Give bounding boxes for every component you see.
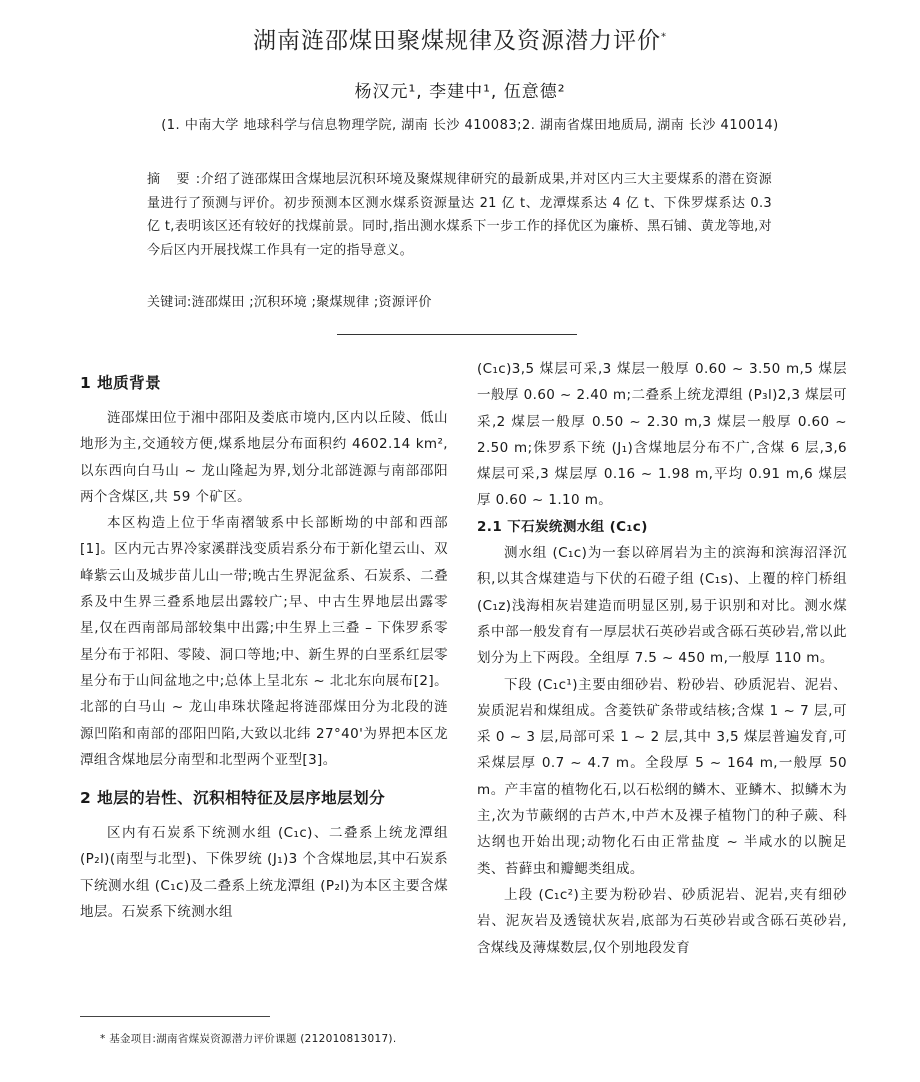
paragraph: 涟邵煤田位于湘中邵阳及娄底市境内,区内以丘陵、低山地形为主,交通较方便,煤系地层分布面积约 4602.14 km²,以东西向白马山 ~ 龙山隆起为界,划分北部涟源与南部邵阳两个含煤区,共 59 个矿区。 [80, 410, 448, 505]
paragraph: 测水组 (C₁c)为一套以碎屑岩为主的滨海和滨海沼泽沉积,以其含煤建造与下伏的石磴子组 (C₁s)、上覆的梓门桥组 (C₁z)浅海相灰岩建造而明显区别,易于识别和对比。测水煤系中部一般发育有一厚层状石英砂岩或含砾石英砂岩,常以此划分为上下两段。全组厚 7.5 ~ 450 m,一般厚 110 m。 [477, 545, 847, 667]
keywords-text: :涟邵煤田 ;沉积环境 ;聚煤规律 ;资源评价 [186, 295, 432, 310]
paragraph: (C₁c)3,5 煤层可采,3 煤层一般厚 0.60 ~ 3.50 m,5 煤层一般厚 0.60 ~ 2.40 m;二叠系上统龙潭组 (P₃l)2,3 煤层可采,2 煤层一般厚 0.50 ~ 2.30 m,3 煤层一般厚 0.60 ~ 2.50 m;侏罗系下统 (J₁)含煤地层分布不广,含煤 6 层,3,6 煤层可采,3 煤层厚 0.16 ~ 1.98 m,平均 0.91 m,6 煤层厚 0.60 ~ 1.10 m。 [477, 361, 847, 509]
keywords-label: 关键词 [147, 295, 187, 310]
paragraph: 区内有石炭系下统测水组 (C₁c)、二叠系上统龙潭组 (P₂l)(南型与北型)、下侏罗统 (J₁)3 个含煤地层,其中石炭系下统测水组 (C₁c)及二叠系上统龙潭组 (P₂l)为本区主要含煤地层。石炭系下统测水组 [80, 825, 448, 921]
abstract-label: 摘 要 [147, 172, 196, 187]
paper-title [0, 22, 920, 55]
section-heading-2: 2 地层的岩性、沉积相特征及层序地层划分 [80, 789, 386, 808]
section-heading-1: 1 地质背景 [80, 374, 162, 392]
keywords [147, 292, 772, 314]
paragraph: 上段 (C₁c²)主要为粉砂岩、砂质泥岩、泥岩,夹有细砂岩、泥灰岩及透镜状灰岩,底部为石英砂岩或含砾石英砂岩,含煤线及薄煤数层,仅个别地段发育 [477, 886, 847, 956]
paper-title-text: 湖南涟邵煤田聚煤规律及资源潜力评价 [253, 28, 661, 54]
title-footnote-mark: * [661, 31, 667, 43]
affiliation: (1. 中南大学 地球科学与信息物理学院, 湖南 长沙 410083;2. 湖南省煤田地质局, 湖南 长沙 410014) [161, 118, 779, 133]
footnote-divider [80, 1016, 270, 1017]
header-divider [337, 334, 577, 335]
right-column [477, 356, 847, 961]
paragraph: 本区构造上位于华南褶皱系中长部断坳的中部和西部[1]。区内元古界冷家溪群浅变质岩系分布于新化望云山、双峰紫云山及城步苗儿山一带;晚古生界泥盆系、石炭系、二叠系及中生界三叠系地层出露较广;早、中古生界地层出露零星,仅在西南部局部较集中出露;中生界上三叠 – 下侏罗系零星分布于祁阳、零陵、洞口等地;中、新生界的白垩系红层零星分布于山间盆地之中;总体上呈北东 ~ 北北东向展布[2]。北部的白马山 ~ 龙山串珠状隆起将涟邵煤田分为北段的涟源凹陷和南部的邵阳凹陷,大致以北纬 27°40'为界把本区龙潭组含煤地层分南型和北型两个亚型[3]。 [80, 515, 448, 768]
paragraph: 下段 (C₁c¹)主要由细砂岩、粉砂岩、砂质泥岩、泥岩、炭质泥岩和煤组成。含菱铁矿条带或结核;含煤 1 ~ 7 层,可采 0 ~ 3 层,局部可采 1 ~ 2 层,其中 3,5 煤层普遍发育,可采煤层厚 0.7 ~ 4.7 m。全段厚 5 ~ 164 m,一般厚 50 m。产丰富的植物化石,以石松纲的鳞木、亚鳞木、拟鳞木为主,次为节蕨纲的古芦木,中芦木及裸子植物门的种子蕨、科达纲也开始出现;动物化石由正常盐度 ~ 半咸水的以腕足类、苔藓虫和瓣鳃类组成。 [477, 676, 847, 877]
footnote: * 基金项目:湖南省煤炭资源潜力评价课题 (212010813017). [100, 1033, 397, 1045]
left-column [80, 358, 448, 925]
abstract-text: :介绍了涟邵煤田含煤地层沉积环境及聚煤规律研究的最新成果,并对区内三大主要煤系的潜在资源量进行了预测与评价。初步预测本区测水煤系资源量达 21 亿 t、龙潭煤系达 4 亿 t、下侏罗煤系达 0.3 亿 t,表明该区还有较好的找煤前景。同时,指出测水煤系下一步工作的择优区为廉桥、黑石铺、黄龙等地,对今后区内开展找煤工作具有一定的指导意义。 [147, 172, 772, 258]
authors: 杨汉元¹, 李建中¹, 伍意德² [354, 82, 566, 102]
abstract [147, 168, 772, 262]
section-heading-2-1: 2.1 下石炭统测水组 (C₁c) [477, 518, 648, 535]
